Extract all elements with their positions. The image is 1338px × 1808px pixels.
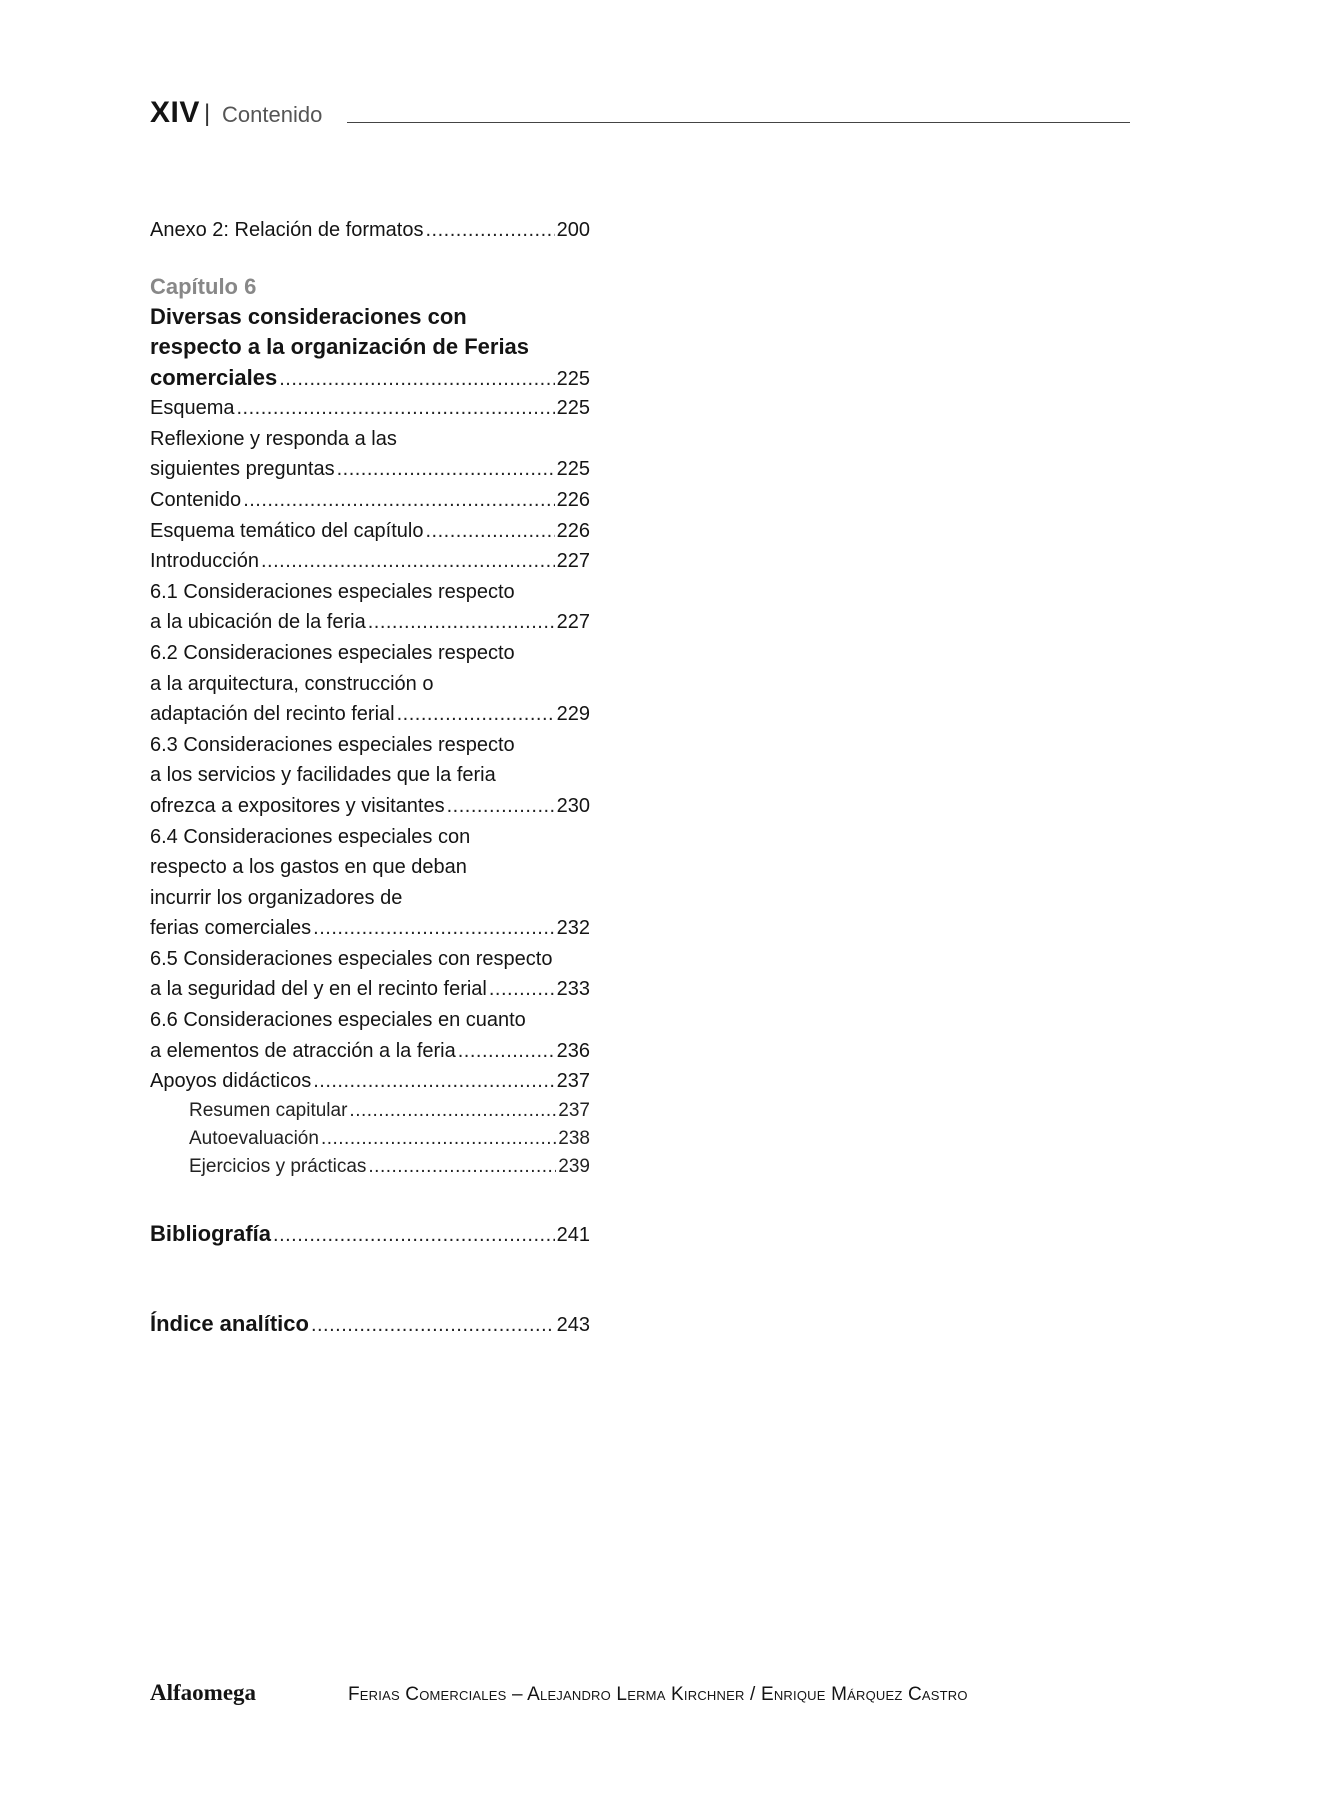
toc-entry-title: adaptación del recinto ferial	[150, 703, 395, 726]
toc-entry-page: 225	[556, 397, 590, 420]
toc-entry-title: comerciales	[150, 364, 278, 390]
toc-entry-title: Ejercicios y prácticas	[189, 1155, 367, 1177]
toc-entry-title-line: a los servicios y facilidades que la feria	[150, 764, 496, 787]
toc-entry-title: Introducción	[150, 550, 259, 573]
dot-leader	[426, 215, 555, 246]
toc-entry-line	[150, 974, 590, 1005]
toc-entry-title: a la seguridad del y en el recinto ferial	[150, 978, 487, 1001]
page-number: XIV	[150, 96, 200, 129]
toc-entry-title: ferias comerciales	[150, 917, 312, 940]
toc-entry-title: Esquema temático del capítulo	[150, 519, 424, 542]
toc-entry-title-line: 6.6 Consideraciones especiales en cuanto	[150, 1009, 526, 1032]
toc-entry-index[interactable]	[150, 1309, 590, 1340]
toc-entry-title-line: incurrir los organizadores de	[150, 886, 403, 909]
toc-sub-entry[interactable]	[150, 1153, 590, 1181]
toc-entry-page: 225	[556, 367, 590, 390]
toc-entry[interactable]	[150, 485, 590, 516]
toc-entry-page: 243	[556, 1314, 590, 1337]
header-separator: |	[204, 100, 211, 127]
toc-entry-title: Esquema	[150, 397, 235, 420]
toc-entry-line	[150, 485, 590, 516]
toc-entry-title: ofrezca a expositores y visitantes	[150, 794, 445, 817]
toc-sub-entry[interactable]	[150, 1125, 590, 1153]
toc-entry-page: 238	[558, 1127, 590, 1149]
toc-entry-chapter[interactable]	[150, 363, 590, 394]
toc-entry-page: 225	[556, 458, 590, 481]
page-footer	[150, 1680, 1150, 1710]
publisher-name: Alfaomega	[150, 1680, 257, 1705]
toc-entry-title: a la ubicación de la feria	[150, 611, 366, 634]
dot-leader	[261, 546, 555, 577]
dot-leader	[489, 974, 555, 1005]
toc-entry-page: 226	[556, 488, 590, 511]
dot-leader	[368, 1153, 556, 1181]
toc-entry-line	[150, 1036, 590, 1067]
toc-entry-title-line: 6.5 Consideraciones especiales con respecto	[150, 947, 553, 970]
toc-entry-page: 227	[556, 611, 590, 634]
toc-entry-annex[interactable]	[150, 215, 590, 246]
toc-entry-title: Autoevaluación	[189, 1127, 319, 1149]
toc-entry-title: Apoyos didácticos	[150, 1070, 312, 1093]
toc-entry-page: 241	[556, 1223, 590, 1246]
chapter-title-line: Diversas consideraciones con	[150, 303, 467, 329]
toc-entry[interactable]	[150, 577, 590, 638]
toc-entry-page: 233	[556, 978, 590, 1001]
toc-entry-title-line: 6.4 Consideraciones especiales con	[150, 825, 471, 848]
toc-entry-title: Bibliografía	[150, 1220, 272, 1246]
dot-leader	[349, 1097, 556, 1125]
dot-leader	[243, 485, 554, 516]
dot-leader	[321, 1125, 556, 1153]
toc-entry-line	[150, 791, 590, 822]
book-credit: Ferias Comerciales – Alejandro Lerma Kirchner / Enrique Márquez Castro	[348, 1684, 968, 1705]
toc-entry[interactable]	[150, 516, 590, 547]
toc-entry-line	[150, 516, 590, 547]
toc-entry-page: 237	[558, 1099, 590, 1121]
toc-entry[interactable]	[150, 822, 590, 944]
dot-leader	[397, 699, 555, 730]
section-title: Contenido	[222, 102, 323, 127]
toc-sub-entry[interactable]	[150, 1097, 590, 1125]
toc-entry[interactable]	[150, 546, 590, 577]
toc-entry-page: 236	[556, 1039, 590, 1062]
toc-entry-title-line: 6.2 Consideraciones especiales respecto	[150, 641, 515, 664]
toc-entry-page: 227	[556, 550, 590, 573]
toc-entry-title: Anexo 2: Relación de formatos	[150, 219, 424, 241]
toc-entry-title-line: Reflexione y responda a las	[150, 427, 397, 450]
toc-entry-title: Resumen capitular	[189, 1099, 348, 1121]
dot-leader	[368, 607, 555, 638]
toc-entry[interactable]	[150, 1066, 590, 1097]
toc-entry-page: 200	[556, 219, 590, 241]
toc-entry-line	[150, 913, 590, 944]
toc-entry-page: 232	[556, 917, 590, 940]
toc-entry-line	[150, 699, 590, 730]
toc-entry[interactable]	[150, 1005, 590, 1066]
toc-entry-title-line: 6.3 Consideraciones especiales respecto	[150, 733, 515, 756]
dot-leader	[237, 393, 555, 424]
toc-entry-page: 239	[558, 1155, 590, 1177]
dot-leader	[273, 1220, 555, 1251]
table-of-contents	[150, 215, 590, 1340]
toc-entry-title: Contenido	[150, 488, 242, 511]
dot-leader	[337, 454, 555, 485]
dot-leader	[447, 791, 555, 822]
dot-leader	[311, 1310, 555, 1341]
header-rule	[347, 122, 1130, 123]
toc-entry-title-line: a la arquitectura, construcción o	[150, 672, 434, 695]
toc-entry[interactable]	[150, 393, 590, 424]
dot-leader	[313, 913, 554, 944]
toc-entry-page: 229	[556, 703, 590, 726]
dot-leader	[279, 364, 554, 395]
dot-leader	[313, 1066, 554, 1097]
toc-entry-line	[150, 1066, 590, 1097]
toc-sub-entries	[150, 1097, 590, 1181]
toc-entry[interactable]	[150, 730, 590, 822]
chapter-title-line: respecto a la organización de Ferias	[150, 334, 530, 360]
toc-entry-line	[150, 393, 590, 424]
toc-entry-title-line: 6.1 Consideraciones especiales respecto	[150, 580, 515, 603]
toc-entry-title: siguientes preguntas	[150, 458, 335, 481]
toc-entry-line	[150, 546, 590, 577]
toc-entry-page: 226	[556, 519, 590, 542]
chapter-label: Capítulo 6	[150, 273, 257, 299]
toc-entry-page: 237	[556, 1070, 590, 1093]
toc-entry-title-line: respecto a los gastos en que deban	[150, 856, 467, 879]
page-header	[150, 96, 1130, 136]
toc-entry-bibliography[interactable]	[150, 1219, 590, 1250]
toc-entry[interactable]	[150, 424, 590, 485]
toc-entry-title: Índice analítico	[150, 1311, 309, 1337]
dot-leader	[458, 1036, 555, 1067]
toc-entry-line	[150, 607, 590, 638]
toc-entry[interactable]	[150, 944, 590, 1005]
toc-entry[interactable]	[150, 638, 590, 730]
toc-entry-line	[150, 454, 590, 485]
dot-leader	[426, 516, 555, 547]
toc-entry-title: a elementos de atracción a la feria	[150, 1039, 456, 1062]
toc-entries	[150, 393, 590, 1097]
toc-entry-page: 230	[556, 794, 590, 817]
